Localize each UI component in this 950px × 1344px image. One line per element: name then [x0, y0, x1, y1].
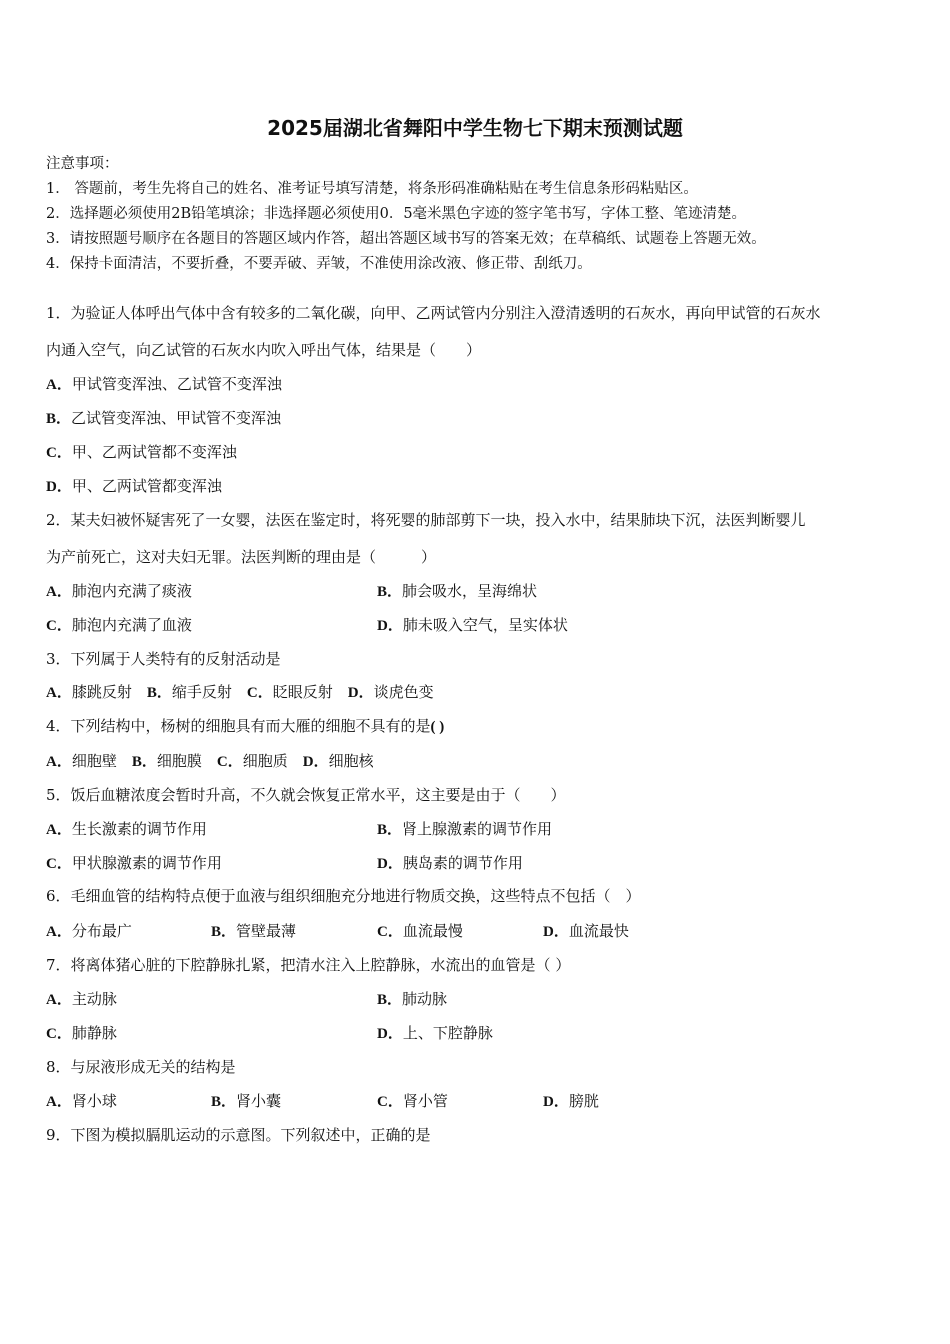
q8-option-d[interactable]: D．膀胱	[543, 1092, 599, 1110]
notice-item: 2．选择题必须使用2B铅笔填涂；非选择题必须使用0．5毫米黑色字迹的签字笔书写，字体工整、笔迹清楚。	[46, 206, 747, 222]
q1-option-d[interactable]: D．甲、乙两试管都变浑浊	[46, 477, 222, 495]
notice-item: 1． 答题前，考生先将自己的姓名、准考证号填写清楚，将条形码准确粘贴在考生信息条形码粘贴区。	[46, 181, 698, 197]
q6-option-c[interactable]: C．血流最慢	[377, 922, 463, 940]
q3-option-d[interactable]: D．谈虎色变	[347, 683, 434, 701]
q4-options-row	[46, 750, 374, 771]
q3-option-b[interactable]: B．缩手反射	[146, 683, 247, 701]
q2-option-d[interactable]: D．肺未吸入空气，呈实体状	[377, 616, 568, 634]
q2-option-c[interactable]: C．肺泡内充满了血液	[46, 616, 192, 634]
page-title: 2025届湖北省舞阳中学生物七下期末预测试题	[267, 116, 683, 140]
q4-option-b[interactable]: B．细胞膜	[131, 752, 217, 770]
question-6-stem: 6．毛细血管的结构特点便于血液与组织细胞充分地进行物质交换，这些特点不包括（ ）	[46, 887, 641, 905]
question-1-stem-cont: 内通入空气，向乙试管的石灰水内吹入呼出气体，结果是（ ）	[46, 341, 482, 359]
q1-option-a[interactable]: A．甲试管变浑浊、乙试管不变浑浊	[46, 375, 282, 393]
notice-heading: 注意事项：	[46, 156, 119, 172]
q3-option-a[interactable]: A．膝跳反射	[46, 683, 147, 701]
question-1-stem: 1．为验证人体呼出气体中含有较多的二氧化碳，向甲、乙两试管内分别注入澄清透明的石灰水，再向甲试管的石灰水	[46, 304, 821, 322]
q7-option-c[interactable]: C．肺静脉	[46, 1024, 117, 1042]
q3-options-row	[46, 681, 434, 702]
notice-item: 4．保持卡面清洁，不要折叠，不要弄破、弄皱，不准使用涂改液、修正带、刮纸刀。	[46, 256, 592, 272]
q4-option-d[interactable]: D．细胞核	[302, 752, 374, 770]
q2-option-b[interactable]: B．肺会吸水，呈海绵状	[377, 582, 538, 600]
q2-option-a[interactable]: A．肺泡内充满了痰液	[46, 582, 192, 600]
q7-option-a[interactable]: A．主动脉	[46, 990, 117, 1008]
q3-option-c[interactable]: C．眨眼反射	[246, 683, 348, 701]
q1-option-c[interactable]: C．甲、乙两试管都不变浑浊	[46, 443, 237, 461]
question-5-stem: 5．饭后血糖浓度会暂时升高，不久就会恢复正常水平，这主要是由于（ ）	[46, 786, 566, 804]
notice-item: 3．请按照题号顺序在各题目的答题区域内作答，超出答题区域书写的答案无效；在草稿纸、试题卷上答题无效。	[46, 231, 766, 247]
q5-option-c[interactable]: C．甲状腺激素的调节作用	[46, 854, 222, 872]
q7-option-d[interactable]: D．上、下腔静脉	[377, 1024, 493, 1042]
q5-option-a[interactable]: A．生长激素的调节作用	[46, 820, 207, 838]
q7-option-b[interactable]: B．肺动脉	[377, 990, 448, 1008]
q4-option-c[interactable]: C．细胞质	[216, 752, 303, 770]
q1-option-b[interactable]: B．乙试管变浑浊、甲试管不变浑浊	[46, 409, 282, 427]
q8-option-b[interactable]: B．肾小囊	[211, 1092, 282, 1110]
question-7-stem: 7．将离体猪心脏的下腔静脉扎紧，把清水注入上腔静脉，水流出的血管是（ ）	[46, 956, 571, 974]
question-2-stem: 2．某夫妇被怀疑害死了一女婴，法医在鉴定时，将死婴的肺部剪下一块，投入水中，结果肺块下沉，法医判断婴儿	[46, 511, 806, 529]
q5-option-b[interactable]: B．肾上腺激素的调节作用	[377, 820, 553, 838]
question-3-stem: 3．下列属于人类特有的反射活动是	[46, 650, 281, 668]
q8-option-a[interactable]: A．肾小球	[46, 1092, 117, 1110]
q8-option-c[interactable]: C．肾小管	[377, 1092, 448, 1110]
question-4-stem: 4．下列结构中，杨树的细胞具有而大雁的细胞不具有的是( )	[46, 717, 445, 735]
q4-option-a[interactable]: A．细胞壁	[46, 752, 132, 770]
q6-option-a[interactable]: A．分布最广	[46, 922, 132, 940]
q5-option-d[interactable]: D．胰岛素的调节作用	[377, 854, 523, 872]
question-9-stem: 9．下图为模拟膈肌运动的示意图。下列叙述中，正确的是	[46, 1126, 431, 1144]
question-8-stem: 8．与尿液形成无关的结构是	[46, 1058, 236, 1076]
q6-option-b[interactable]: B．管壁最薄	[211, 922, 297, 940]
question-2-stem-cont: 为产前死亡，这对夫妇无罪。法医判断的理由是（ ）	[46, 548, 437, 566]
q6-option-d[interactable]: D．血流最快	[543, 922, 629, 940]
